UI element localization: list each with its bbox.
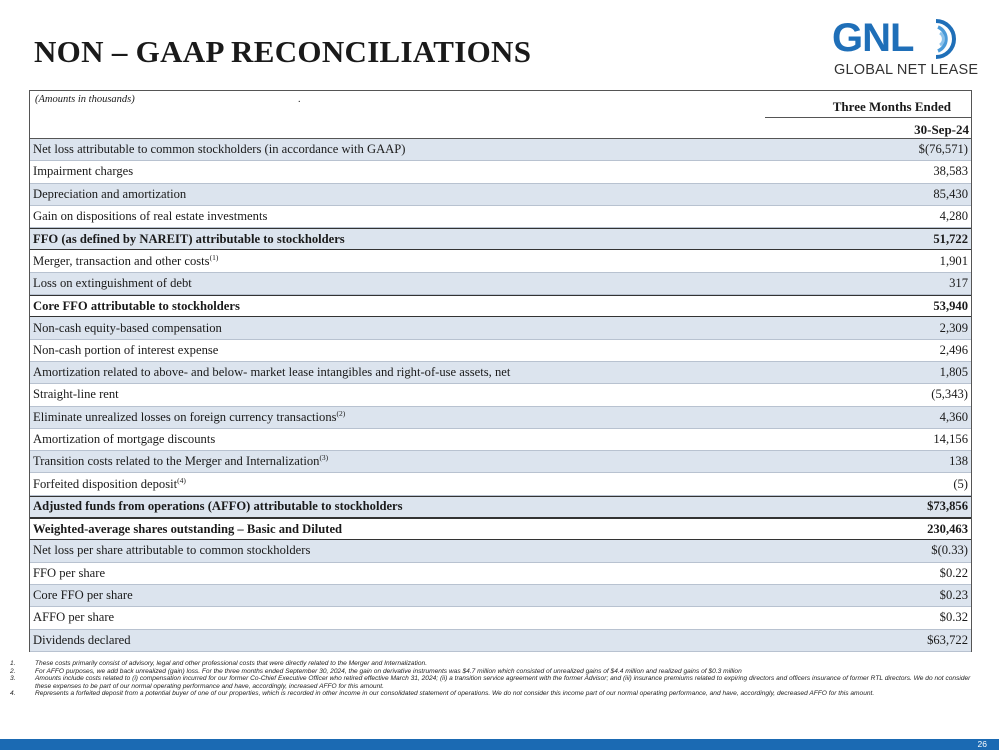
row-label xyxy=(33,343,218,358)
row-label xyxy=(33,299,240,314)
row-value: 4,360 xyxy=(939,409,968,424)
footnotes xyxy=(10,660,985,698)
footnote-text: Amounts include costs related to (i) compensation incurred for our former Co-Chief Executive Officer who retired effective March 31, 2024; (ii) a transition service agreement with the former Advisor; and (iii) insurance premiums related to expiring directors and officers insurance of former RTL directors. We do not consider these expenses to be part of our normal operating performance and have, accordingly, increased AFFO for this amount. xyxy=(35,675,971,690)
table-row xyxy=(30,429,971,451)
row-label-text: FFO (as defined by NAREIT) attributable to stockholders xyxy=(33,231,345,246)
table-row xyxy=(30,362,971,384)
page-title: NON – GAAP RECONCILIATIONS xyxy=(34,34,532,69)
row-label xyxy=(33,610,114,625)
row-label-text: AFFO per share xyxy=(33,610,115,625)
row-label xyxy=(33,142,405,157)
footnote-ref: (4) xyxy=(177,475,186,485)
row-label xyxy=(33,321,222,336)
row-value: 317 xyxy=(949,275,968,290)
row-label-text: Impairment charges xyxy=(33,164,134,179)
row-label xyxy=(33,432,215,447)
row-label-text: Net loss attributable to common stockholders (in accordance with GAAP) xyxy=(33,142,406,157)
table-row xyxy=(30,139,971,161)
logo-tagline: GLOBAL NET LEASE xyxy=(834,62,979,78)
row-label-text: Core FFO per share xyxy=(33,588,133,603)
row-value: 230,463 xyxy=(927,521,968,536)
row-label xyxy=(33,164,133,179)
row-label-text: Amortization related to above- and below- market lease intangibles and right-of-use assets, net xyxy=(33,365,511,380)
row-label xyxy=(33,633,131,648)
row-label xyxy=(33,477,186,492)
row-value: 2,309 xyxy=(939,320,968,335)
footnote-text: These costs primarily consist of advisory, legal and other professional costs that were directly related to the Merger and Internalization. xyxy=(35,660,428,667)
row-label-text: FFO per share xyxy=(33,565,106,580)
table-row xyxy=(30,250,971,272)
row-value: 38,583 xyxy=(933,164,968,179)
row-label-text: Eliminate unrealized losses on foreign currency transactions xyxy=(33,409,337,424)
row-value: $0.22 xyxy=(939,565,968,580)
table-row xyxy=(30,585,971,607)
row-label-text: Dividends declared xyxy=(33,632,131,647)
row-label-text: Transition costs related to the Merger and Internalization xyxy=(33,454,320,469)
header-dot: . xyxy=(298,94,301,105)
footnote-item xyxy=(10,690,985,698)
row-label-text: Loss on extinguishment of debt xyxy=(33,275,192,290)
column-header-date: 30-Sep-24 xyxy=(914,122,969,137)
footnote-ref: (2) xyxy=(336,408,346,418)
row-value: 14,156 xyxy=(933,432,968,446)
table-row xyxy=(30,184,971,206)
row-label xyxy=(33,209,267,224)
table-row xyxy=(30,407,971,429)
page-number: 26 xyxy=(977,739,987,749)
reconciliation-table xyxy=(29,90,972,652)
row-label xyxy=(33,454,328,469)
footnote-number: 4. xyxy=(10,690,16,698)
table-row xyxy=(30,340,971,362)
footnote-item xyxy=(10,675,985,690)
row-value: 4,280 xyxy=(939,209,968,224)
swoosh-logo-icon xyxy=(930,17,970,61)
footnote-text: For AFFO purposes, we add back unrealized (gain) loss. For the three months ended September 30, 2024, the gain on derivative instruments was $4.7 million which consisted of unrealized gains of $4.4 million and realized gains of $0.3 million xyxy=(35,667,742,675)
row-label-text: Amortization of mortgage discounts xyxy=(33,432,216,446)
row-label-text: Non-cash equity-based compensation xyxy=(33,320,222,335)
table-row xyxy=(30,206,971,228)
row-value: 51,722 xyxy=(933,231,968,246)
row-value: (5,343) xyxy=(931,387,968,402)
row-label-text: Merger, transaction and other costs xyxy=(33,253,210,268)
row-label-text: Core FFO attributable to stockholders xyxy=(33,298,240,313)
logo-brand: GNL xyxy=(832,16,914,60)
row-label-text: Straight-line rent xyxy=(33,387,119,402)
row-label xyxy=(33,187,186,202)
table-row xyxy=(30,563,971,585)
footnote-item xyxy=(10,668,985,676)
row-value: $0.23 xyxy=(939,588,968,603)
table-row xyxy=(30,540,971,562)
table-row xyxy=(30,518,971,540)
row-label-text: Weighted-average shares outstanding – Basic and Diluted xyxy=(33,521,343,536)
table-header xyxy=(30,91,971,139)
footnote-ref: (3) xyxy=(319,453,329,463)
row-label xyxy=(33,410,345,425)
table-row xyxy=(30,295,971,317)
footer-bar xyxy=(0,739,999,750)
column-header xyxy=(765,99,971,138)
row-label xyxy=(33,499,403,514)
table-row xyxy=(30,273,971,295)
row-value: 85,430 xyxy=(933,186,968,201)
row-label xyxy=(33,543,310,558)
row-value: $(76,571) xyxy=(918,142,968,157)
row-label xyxy=(33,276,192,291)
row-label xyxy=(33,365,510,380)
table-row xyxy=(30,451,971,473)
row-value: 1,805 xyxy=(939,365,968,380)
row-value: 53,940 xyxy=(933,298,968,313)
row-value: $63,722 xyxy=(927,632,968,647)
row-label-text: Net loss per share attributable to common stockholders xyxy=(33,543,311,558)
row-label-text: Adjusted funds from operations (AFFO) attributable to stockholders xyxy=(33,499,403,514)
row-value: 2,496 xyxy=(939,342,968,357)
row-label xyxy=(33,566,105,581)
row-label xyxy=(33,588,133,603)
footnote-item xyxy=(10,660,985,668)
row-label xyxy=(33,232,345,247)
row-label-text: Forfeited disposition deposit xyxy=(33,476,178,491)
footnote-ref: (1) xyxy=(209,252,219,262)
footnote-number: 1. xyxy=(10,660,16,667)
table-row xyxy=(30,228,971,250)
footnote-number: 3. xyxy=(10,675,16,683)
table-row xyxy=(30,630,971,652)
table-row xyxy=(30,607,971,629)
table-body xyxy=(30,139,971,652)
row-value: 138 xyxy=(949,454,968,469)
row-value: 1,901 xyxy=(939,253,968,268)
footnote-text: Represents a forfeited deposit from a potential buyer of one of our properties, which is recorded in other income in our consolidated statement of operations. We do not consider this income part of our normal operating performance, and have, accordingly, decreased AFFO for this amount. xyxy=(35,690,875,698)
row-label xyxy=(33,387,119,402)
row-value: $0.32 xyxy=(939,610,968,625)
gnl-logo xyxy=(832,16,979,84)
row-value: (5) xyxy=(953,476,968,491)
row-label-text: Non-cash portion of interest expense xyxy=(33,342,219,357)
row-value: $73,856 xyxy=(927,499,968,514)
table-row xyxy=(30,384,971,406)
column-header-period: Three Months Ended xyxy=(765,99,971,118)
footnote-number: 2. xyxy=(10,667,16,675)
row-label xyxy=(33,254,218,269)
row-label-text: Gain on dispositions of real estate investments xyxy=(33,209,268,224)
table-row xyxy=(30,317,971,339)
table-row xyxy=(30,161,971,183)
row-label xyxy=(33,522,342,537)
row-label-text: Depreciation and amortization xyxy=(33,186,187,201)
table-row xyxy=(30,473,971,495)
row-value: $(0.33) xyxy=(931,543,968,558)
units-note: (Amounts in thousands) xyxy=(35,94,135,105)
table-row xyxy=(30,496,971,518)
